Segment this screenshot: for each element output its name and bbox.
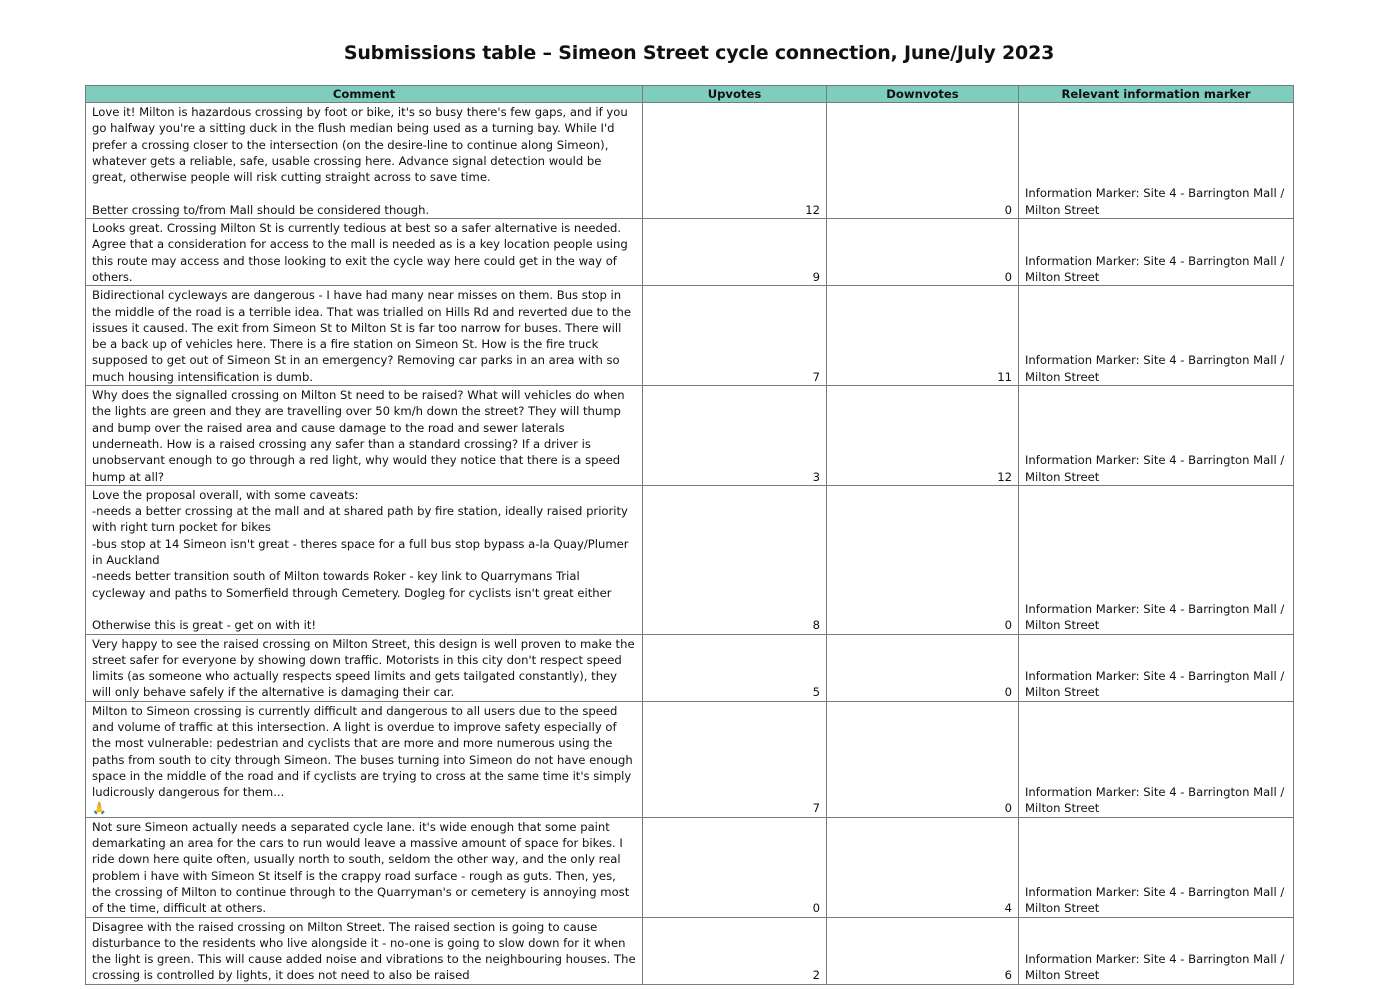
marker-cell: Information Marker: Site 4 - Barrington Mall / Milton Street (1019, 103, 1294, 219)
marker-cell: Information Marker: Site 4 - Barrington Mall / Milton Street (1019, 917, 1294, 984)
table-row (86, 485, 1294, 634)
table-row (86, 701, 1294, 817)
table-row (86, 817, 1294, 917)
table-row (86, 219, 1294, 286)
upvotes-cell: 12 (643, 103, 827, 219)
downvotes-cell: 11 (827, 286, 1019, 386)
upvotes-cell: 7 (643, 286, 827, 386)
table-row (86, 103, 1294, 219)
upvotes-cell: 8 (643, 485, 827, 634)
comment-cell: Love it! Milton is hazardous crossing by foot or bike, it's so busy there's few gaps, and if you go halfway you're a sitting duck in the flush median being used as a turning bay. While I'd prefer a crossing closer to the intersection (on the desire-line to continue along Simeon), whatever gets a reliable, safe, usable crossing here. Advance signal detection would be great, otherwise people will risk cutting straight across to save time. Better crossing to/from Mall should be considered though. (86, 103, 643, 219)
marker-cell: Information Marker: Site 4 - Barrington Mall / Milton Street (1019, 817, 1294, 917)
comment-cell: Bidirectional cycleways are dangerous - I have had many near misses on them. Bus stop in the middle of the road is a terrible idea. That was trialled on Hills Rd and reverted due to the issues it caused. The exit from Simeon St to Milton St is far too narrow for buses. There will be a back up of vehicles here. There is a fire station on Simeon St. How is the fire truck supposed to get out of Simeon St in an emergency? Removing car parks in an area with so much housing intensification is dumb. (86, 286, 643, 386)
downvotes-cell: 4 (827, 817, 1019, 917)
comment-cell: Very happy to see the raised crossing on Milton Street, this design is well proven to make the street safer for everyone by showing down traffic. Motorists in this city don't respect speed limits (as someone who actually respects speed limits and gets tailgated constantly), they will only behave safely if the alternative is damaging their car. (86, 634, 643, 701)
downvotes-cell: 0 (827, 634, 1019, 701)
comment-cell: Milton to Simeon crossing is currently difficult and dangerous to all users due to the speed and volume of traffic at this intersection. A light is overdue to improve safety especially of the most vulnerable: pedestrian and cyclists that are more and more numerous using the paths from south to city through Simeon. The buses turning into Simeon do not have enough space in the middle of the road and if cyclists are trying to cross at the same time it's simply ludicrously dangerous for them... 🙏 (86, 701, 643, 817)
marker-cell: Information Marker: Site 4 - Barrington Mall / Milton Street (1019, 386, 1294, 486)
upvotes-cell: 7 (643, 701, 827, 817)
marker-cell: Information Marker: Site 4 - Barrington Mall / Milton Street (1019, 701, 1294, 817)
table-row (86, 386, 1294, 486)
comment-cell: Disagree with the raised crossing on Milton Street. The raised section is going to cause disturbance to the residents who live alongside it - no-one is going to slow down for it when the light is green. This will cause added noise and vibrations to the neighbouring houses. The crossing is controlled by lights, it does not need to also be raised (86, 917, 643, 984)
downvotes-cell: 0 (827, 701, 1019, 817)
table-row (86, 286, 1294, 386)
column-header-downvotes: Downvotes (827, 86, 1019, 103)
downvotes-cell: 0 (827, 485, 1019, 634)
column-header-marker: Relevant information marker (1019, 86, 1294, 103)
upvotes-cell: 3 (643, 386, 827, 486)
downvotes-cell: 0 (827, 103, 1019, 219)
table-header (86, 86, 1294, 103)
upvotes-cell: 9 (643, 219, 827, 286)
downvotes-cell: 6 (827, 917, 1019, 984)
comment-cell: Not sure Simeon actually needs a separated cycle lane. it's wide enough that some paint demarkating an area for the cars to run would leave a massive amount of space for bikes. I ride down here quite often, usually north to south, seldom the other way, and the only real problem i have with Simeon St itself is the crappy road surface - rough as guts. Then, yes, the crossing of Milton to continue through to the Quarryman's or cemetery is annoying most of the time, difficult at others. (86, 817, 643, 917)
comment-cell: Looks great. Crossing Milton St is currently tedious at best so a safer alternative is needed. Agree that a consideration for access to the mall is needed as is a key location people using this route may access and those looking to exit the cycle way here could get in the way of others. (86, 219, 643, 286)
upvotes-cell: 0 (643, 817, 827, 917)
table-body (86, 103, 1294, 985)
marker-cell: Information Marker: Site 4 - Barrington Mall / Milton Street (1019, 485, 1294, 634)
comment-cell: Why does the signalled crossing on Milton St need to be raised? What will vehicles do when the lights are green and they are travelling over 50 km/h down the street? They will thump and bump over the raised area and cause damage to the road and sewer laterals underneath. How is a raised crossing any safer than a standard crossing? If a driver is unobservant enough to go through a red light, why would they notice that there is a speed hump at all? (86, 386, 643, 486)
downvotes-cell: 0 (827, 219, 1019, 286)
header-row (86, 86, 1294, 103)
marker-cell: Information Marker: Site 4 - Barrington Mall / Milton Street (1019, 634, 1294, 701)
page-title: Submissions table – Simeon Street cycle connection, June/July 2023 (343, 42, 1055, 64)
submissions-table (85, 85, 1294, 985)
marker-cell: Information Marker: Site 4 - Barrington Mall / Milton Street (1019, 219, 1294, 286)
column-header-upvotes: Upvotes (643, 86, 827, 103)
upvotes-cell: 2 (643, 917, 827, 984)
table-row (86, 917, 1294, 984)
downvotes-cell: 12 (827, 386, 1019, 486)
marker-cell: Information Marker: Site 4 - Barrington Mall / Milton Street (1019, 286, 1294, 386)
upvotes-cell: 5 (643, 634, 827, 701)
column-header-comment: Comment (86, 86, 643, 103)
comment-cell: Love the proposal overall, with some caveats: -needs a better crossing at the mall and at shared path by fire station, ideally raised priority with right turn pocket for bikes -bus stop at 14 Simeon isn't great - theres space for a full bus stop bypass a-la Quay/Plumer in Auckland -needs better transition south of Milton towards Roker - key link to Quarrymans Trial cycleway and paths to Somerfield through Cemetery. Dogleg for cyclists isn't great either Otherwise this is great - get on with it! (86, 485, 643, 634)
table-row (86, 634, 1294, 701)
